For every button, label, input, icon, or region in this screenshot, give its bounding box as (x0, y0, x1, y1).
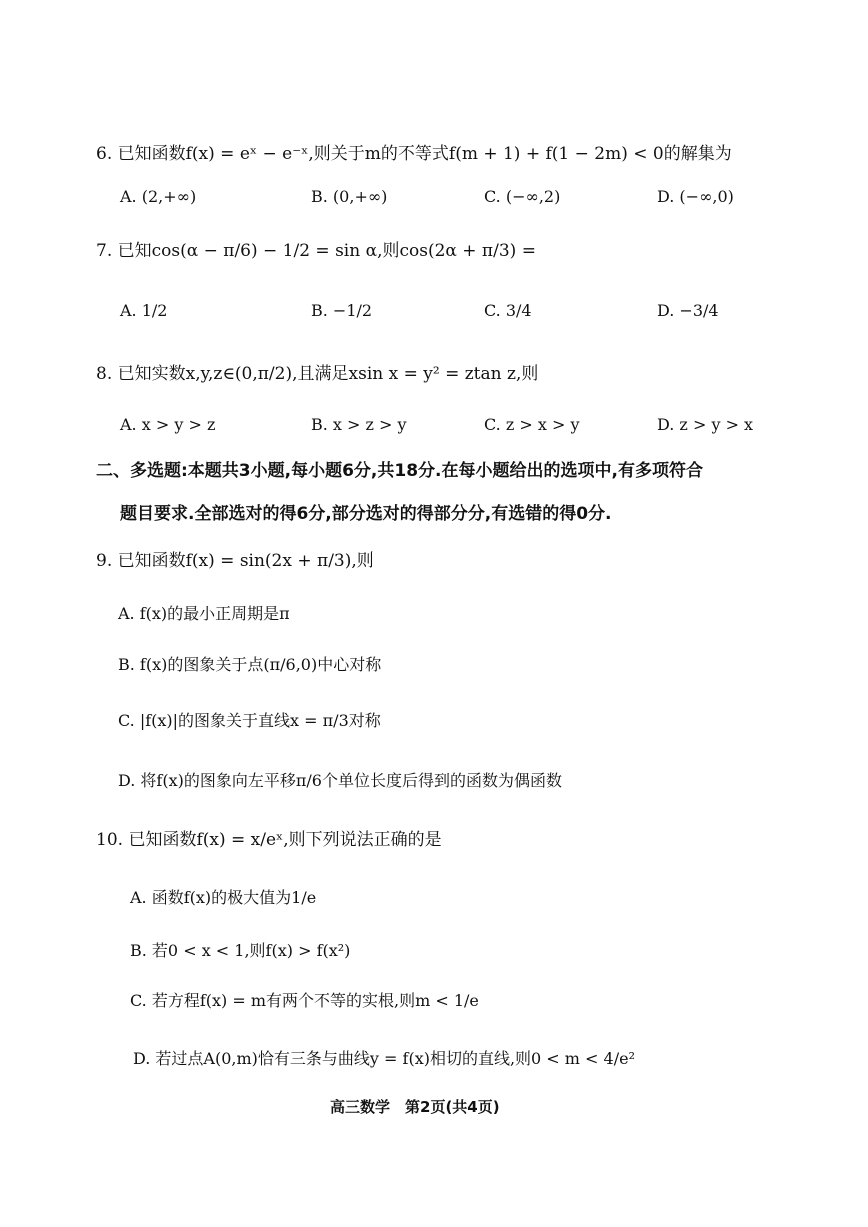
question-9-option-d: D. 将f(x)的图象向左平移π/6个单位长度后得到的函数为偶函数 (118, 771, 562, 790)
question-7-option-d: D. −3/4 (657, 301, 719, 320)
question-7-option-c: C. 3/4 (484, 301, 532, 320)
section-2-heading-continued: 题目要求.全部选对的得6分,部分选对的得部分分,有选错的得0分. (120, 504, 612, 524)
question-6-stem: 6. 已知函数f(x) = eˣ − e⁻ˣ,则关于m的不等式f(m + 1) + f(1 − 2m) < 0的解集为 (96, 144, 732, 164)
question-10-option-d: D. 若过点A(0,m)恰有三条与曲线y = f(x)相切的直线,则0 < m < 4/e² (133, 1049, 636, 1068)
question-10-stem: 10. 已知函数f(x) = x/eˣ,则下列说法正确的是 (96, 830, 442, 850)
section-2-heading: 二、多选题:本题共3小题,每小题6分,共18分.在每小题给出的选项中,有多项符合 (96, 461, 703, 481)
question-9-stem: 9. 已知函数f(x) = sin(2x + π/3),则 (96, 551, 374, 571)
question-10-option-a: A. 函数f(x)的极大值为1/e (130, 888, 317, 907)
question-6-option-c: C. (−∞,2) (484, 187, 561, 206)
question-9-option-c: C. |f(x)|的图象关于直线x = π/3对称 (118, 711, 381, 730)
question-7-option-a: A. 1/2 (120, 301, 168, 320)
question-9-option-a: A. f(x)的最小正周期是π (118, 604, 290, 623)
question-8-stem: 8. 已知实数x,y,z∈(0,π/2),且满足xsin x = y² = ztan z,则 (96, 364, 539, 384)
question-9-option-b: B. f(x)的图象关于点(π/6,0)中心对称 (118, 655, 382, 674)
question-7-option-b: B. −1/2 (311, 301, 373, 320)
page-footer: 高三数学 第2页(共4页) (330, 1098, 500, 1116)
question-6-option-b: B. (0,+∞) (311, 187, 388, 206)
question-10-option-c: C. 若方程f(x) = m有两个不等的实根,则m < 1/e (130, 991, 479, 1010)
question-8-option-a: A. x > y > z (120, 415, 216, 434)
question-6-option-d: D. (−∞,0) (657, 187, 734, 206)
question-8-option-c: C. z > x > y (484, 415, 580, 434)
question-8-option-b: B. x > z > y (311, 415, 407, 434)
question-7-stem: 7. 已知cos(α − π/6) − 1/2 = sin α,则cos(2α + π/3) = (96, 241, 536, 261)
question-6-option-a: A. (2,+∞) (120, 187, 197, 206)
question-10-option-b: B. 若0 < x < 1,则f(x) > f(x²) (130, 941, 351, 960)
question-8-option-d: D. z > y > x (657, 415, 754, 434)
